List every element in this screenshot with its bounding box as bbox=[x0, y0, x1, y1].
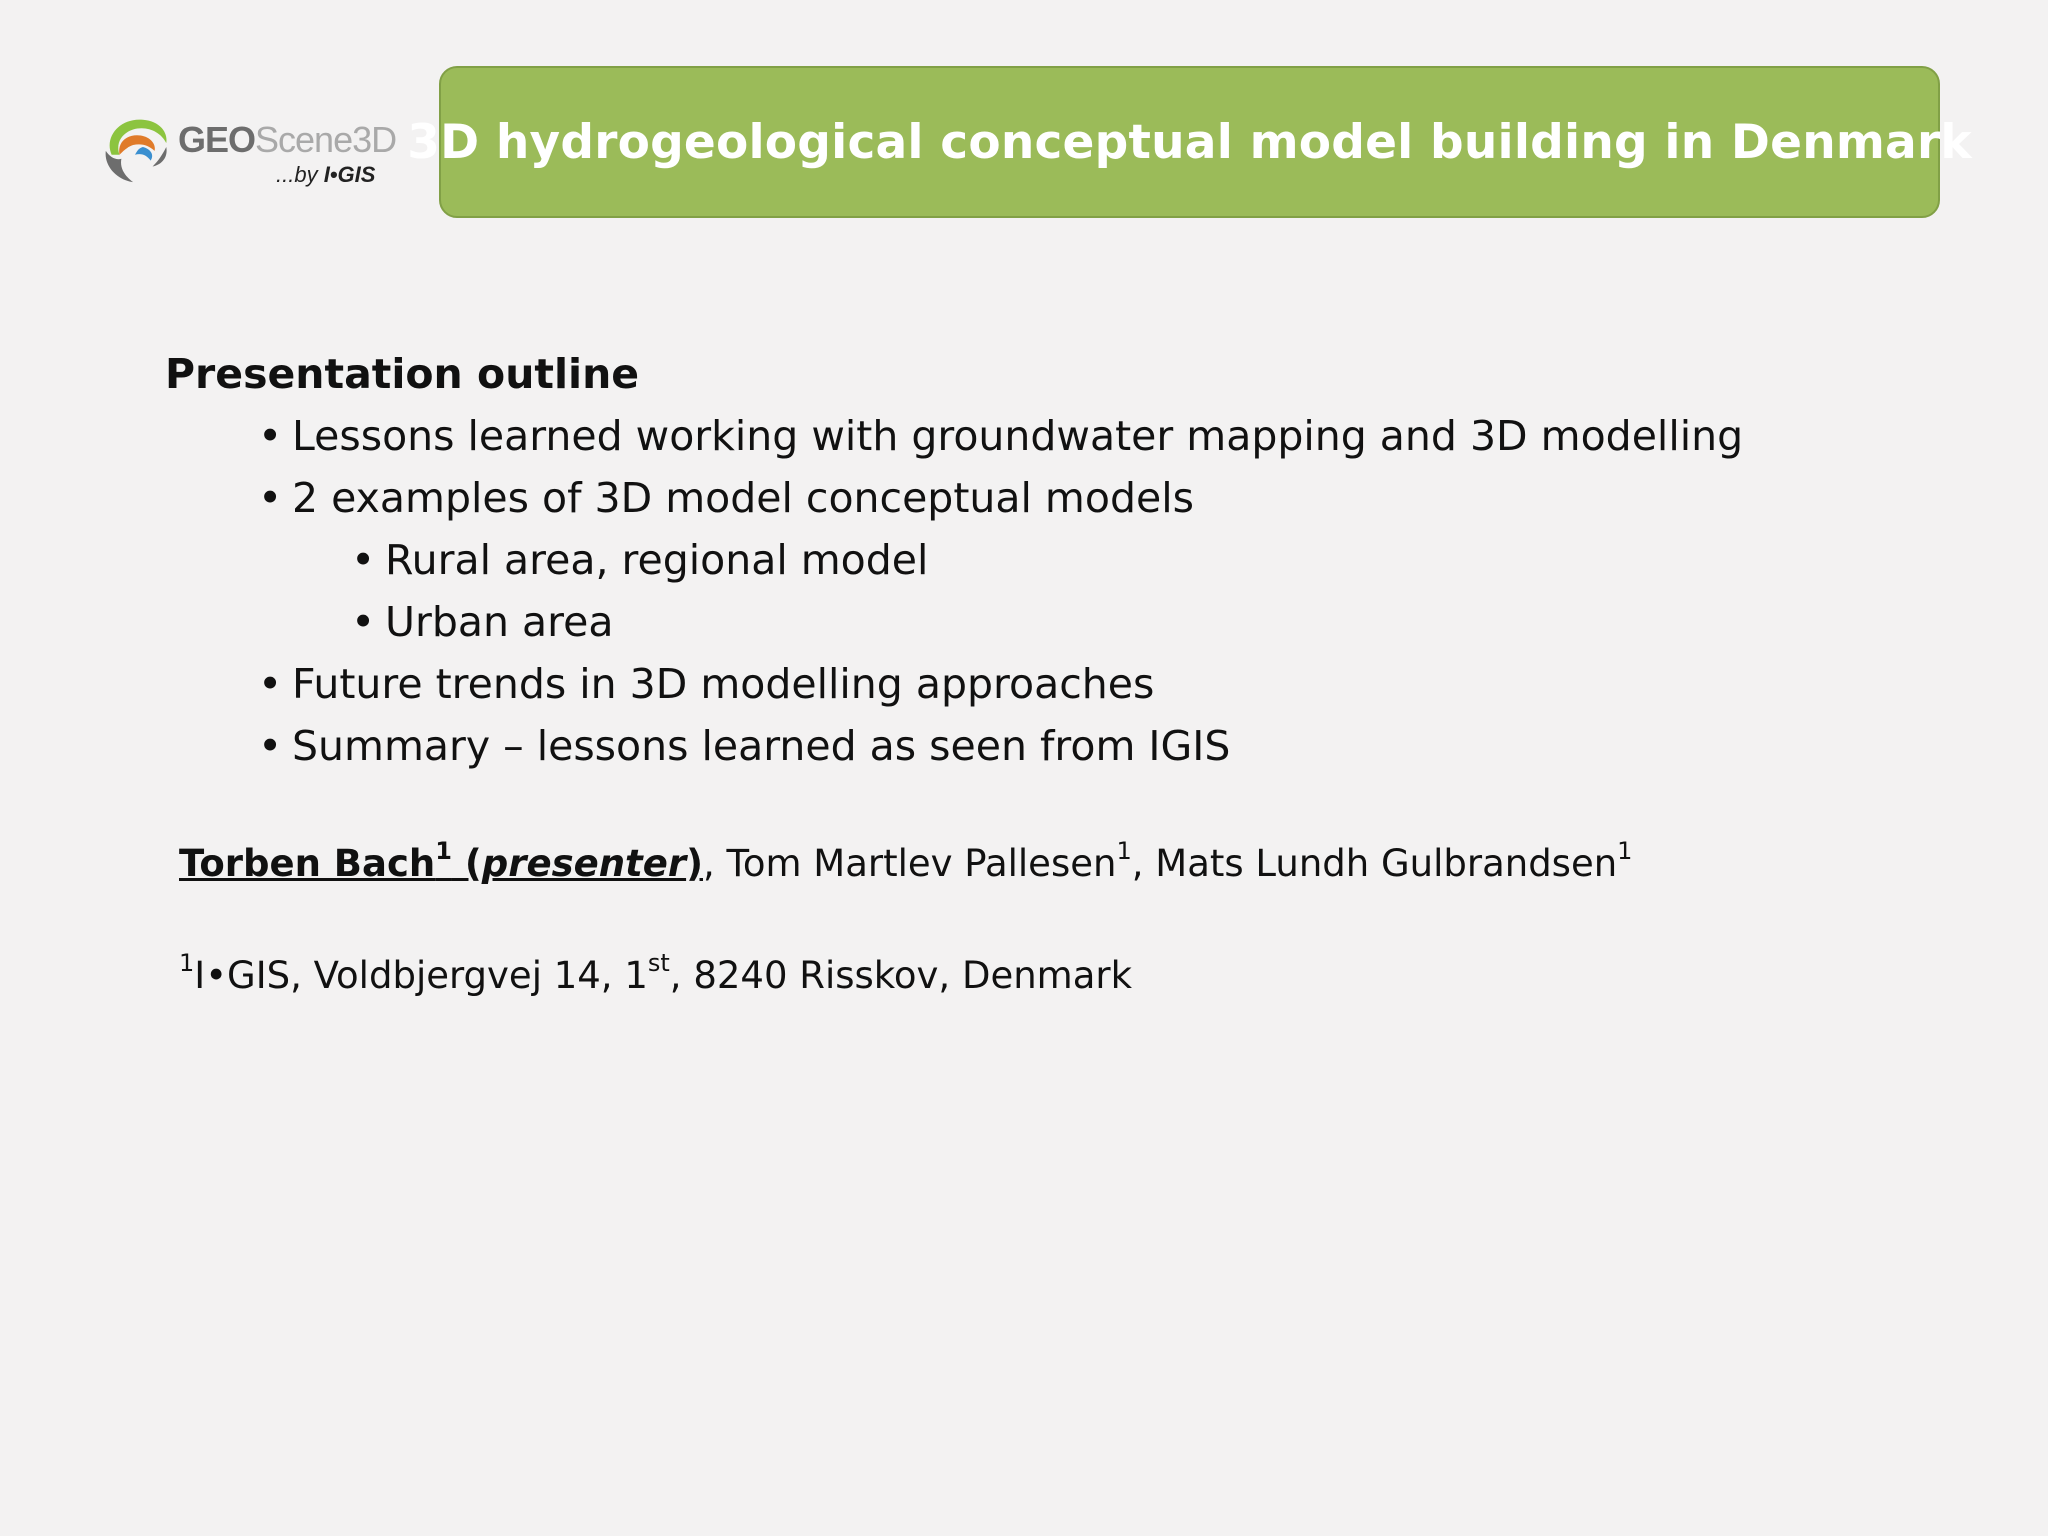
bullet-icon: • bbox=[351, 536, 376, 584]
affiliation-mark: 1 bbox=[179, 948, 195, 977]
presenter-author bbox=[179, 836, 703, 885]
outline-item-text: Summary – lessons learned as seen from IGIS bbox=[292, 722, 1231, 770]
geoscene3d-swirl-logo-icon bbox=[98, 108, 176, 186]
presenter-affiliation-mark: 1 bbox=[435, 836, 452, 865]
outline-subitem-text: Urban area bbox=[385, 598, 614, 646]
outline-subitem-text: Rural area, regional model bbox=[385, 536, 929, 584]
author-separator: , bbox=[1131, 842, 1156, 885]
affiliation-line bbox=[179, 948, 1132, 1004]
affiliation-text-a: I•GIS, Voldbjergvej 14, 1 bbox=[194, 954, 648, 997]
title-banner bbox=[407, 66, 1972, 218]
affiliation-text-b: , 8240 Risskov, Denmark bbox=[669, 954, 1133, 997]
outline-item bbox=[165, 467, 1965, 529]
authors-line bbox=[179, 836, 1632, 892]
presenter-role-close: ) bbox=[686, 842, 703, 885]
outline-item bbox=[165, 653, 1965, 715]
logo-word-geo: GEO bbox=[178, 119, 256, 160]
outline-item bbox=[165, 405, 1965, 467]
outline-item-text: Lessons learned working with groundwater mapping and 3D modelling bbox=[292, 412, 1744, 460]
author-affiliation-mark: 1 bbox=[1617, 836, 1633, 865]
bullet-icon: • bbox=[258, 722, 283, 770]
outline-section bbox=[165, 343, 1965, 777]
outline-list bbox=[165, 405, 1965, 777]
outline-heading: Presentation outline bbox=[165, 350, 640, 398]
presenter-role-open: ( bbox=[451, 842, 482, 885]
author-name: Mats Lundh Gulbrandsen bbox=[1155, 842, 1618, 885]
logo-wordmark bbox=[178, 119, 397, 160]
bullet-icon: • bbox=[258, 660, 283, 708]
bullet-icon: • bbox=[258, 474, 283, 522]
logo-word-scene: Scene3D bbox=[255, 119, 397, 160]
author-separator: , bbox=[703, 842, 727, 885]
logo-byline bbox=[276, 164, 375, 186]
author-name: Tom Martlev Pallesen bbox=[726, 842, 1117, 885]
affiliation-ordinal: st bbox=[647, 948, 670, 977]
logo-by-text: ...by bbox=[276, 162, 324, 187]
outline-item-text: 2 examples of 3D model conceptual models bbox=[292, 474, 1194, 522]
slide-title: 3D hydrogeological conceptual model building in Denmark bbox=[407, 114, 1972, 170]
outline-item bbox=[165, 715, 1965, 777]
bullet-icon: • bbox=[351, 598, 376, 646]
outline-subitem bbox=[165, 591, 1965, 653]
outline-item-text: Future trends in 3D modelling approaches bbox=[292, 660, 1155, 708]
geoscene3d-logo bbox=[98, 106, 398, 196]
bullet-icon: • bbox=[258, 412, 283, 460]
outline-subitem bbox=[165, 529, 1965, 591]
author-affiliation-mark: 1 bbox=[1116, 836, 1132, 865]
presenter-name: Torben Bach bbox=[179, 842, 436, 885]
logo-igis-text: I•GIS bbox=[323, 162, 376, 187]
presenter-role: presenter bbox=[481, 842, 687, 885]
